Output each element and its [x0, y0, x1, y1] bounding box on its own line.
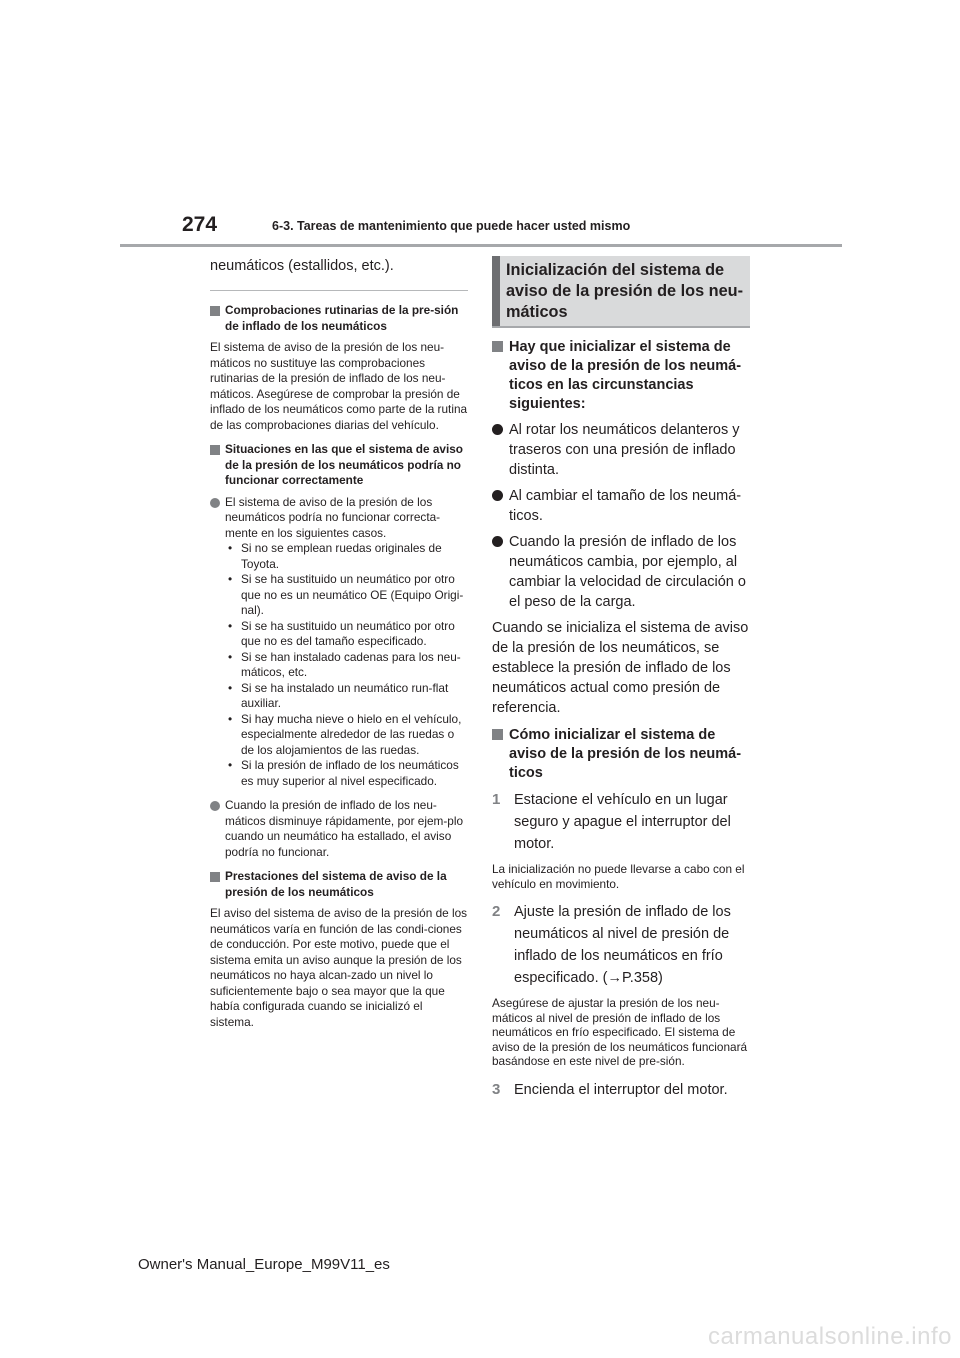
list-item: Cuando la presión de inflado de los neumáticos cambia, por ejemplo, al cambiar la velocidad de circulación o el peso de la carga.: [492, 532, 750, 612]
circle-bullet-icon: [210, 801, 220, 811]
page-number: 274: [182, 213, 218, 236]
square-bullet-icon: [210, 445, 220, 455]
step-number: 2: [492, 903, 501, 920]
situations-bullet-1: El sistema de aviso de la presión de los neumáticos podría no funcionar correcta-mente en los siguientes casos. • Si no se emplean ruedas originales de Toyota. • Si se ha sustituido un neumático por otro que no es un neumático OE (Equipo Origi-nal). • Si se ha sustituido un neumático por otro que no es del tamaño especificado. • Si se han instalado cadenas para los neu-máticos, etc. • Si se ha instalado un neumático run-flat auxiliar. • Si hay mucha nieve o hielo en el vehículo, especialmente alrededor de las ruedas o de los alojamientos de las ruedas. • Si la presión de inflado de los neumáticos es muy superior al nivel especificado.: [210, 495, 468, 790]
situations-heading: Situaciones en las que el sistema de aviso de la presión de los neumáticos podría no funcionar correctamente: [210, 442, 468, 489]
list-item: • Si se han instalado cadenas para los neu-máticos, etc.: [228, 649, 461, 679]
situations-bullet-2: Cuando la presión de inflado de los neu-máticos disminuye rápidamente, por ejem-plo cuando un neumático ha estallado, el aviso podría no funcionar.: [210, 798, 468, 860]
footer-text: Owner's Manual_Europe_M99V11_es: [138, 1256, 390, 1273]
step-number: 3: [492, 1080, 501, 1098]
step-note: Asegúrese de ajustar la presión de los neu-máticos al nivel de presión de inflado de los neumáticos en frío especificado. El sistema de aviso de la presión de los neumáticos funcionará basándose en este nivel de pre-sión.: [492, 996, 748, 1068]
header-rule: [120, 244, 842, 247]
step-note: La inicialización no puede llevarse a cabo con el vehículo en movimiento.: [492, 862, 745, 891]
circle-bullet-icon: [492, 536, 503, 547]
situations-sub-list: [225, 541, 468, 789]
init-paragraph: Cuando se inicializa el sistema de aviso de la presión de los neumáticos, se establece la presión de inflado de los neumáticos actual como presión de referencia.: [492, 620, 749, 716]
routine-checks-heading: Comprobaciones rutinarias de la pre-sión de inflado de los neumáticos: [210, 303, 468, 334]
list-item: Al cambiar el tamaño de los neumá-ticos.: [492, 486, 750, 526]
square-bullet-icon: [492, 729, 503, 740]
section-header: 6-3. Tareas de mantenimiento que puede hacer usted mismo: [272, 219, 631, 233]
continuation-text: neumáticos (estallidos, etc.).: [210, 258, 394, 274]
circle-bullet-icon: [492, 424, 503, 435]
circle-bullet-icon: [492, 490, 503, 501]
list-item: Al rotar los neumáticos delanteros y traseros con una presión de inflado distinta.: [492, 420, 750, 480]
watermark: carmanualsonline.info: [708, 1323, 952, 1350]
banner-accent-bar: [492, 256, 500, 328]
must-init-heading: Hay que inicializar el sistema de aviso de la presión de los neumá-ticos en las circunstancias siguientes:: [492, 338, 750, 414]
performance-body: El aviso del sistema de aviso de la presión de los neumáticos varía en función de las condi-ciones de conducción. Por este motivo, puede que el sistema emita un aviso aunque la presión de los neumáticos no haya alcan-zado un nivel lo suficientemente bajo o sea mayor que la que había configurada cuando se inicializó el sistema.: [210, 906, 468, 1029]
list-item: • Si la presión de inflado de los neumáticos es muy superior al nivel especificado.: [228, 758, 459, 788]
performance-heading: Prestaciones del sistema de aviso de la presión de los neumáticos: [210, 869, 468, 900]
step-2: [492, 901, 750, 989]
banner-bottom-rule: [492, 326, 750, 328]
right-column: [492, 256, 750, 1108]
square-bullet-icon: [210, 306, 220, 316]
divider: [210, 290, 468, 291]
section-title-banner: [492, 256, 750, 328]
list-item: • Si no se emplean ruedas originales de Toyota.: [228, 541, 442, 571]
step-1: [492, 789, 750, 855]
step-text: Encienda el interruptor del motor.: [514, 1081, 728, 1098]
circle-bullet-icon: [210, 498, 220, 508]
how-to-init-heading: Cómo inicializar el sistema de aviso de la presión de los neumá-ticos: [492, 726, 750, 783]
section-title: Inicialización del sistema de aviso de la presión de los neu-máticos: [506, 261, 744, 321]
step-text: Estacione el vehículo en un lugar seguro y apague el interruptor del motor.: [514, 792, 731, 852]
step-number: 1: [492, 791, 501, 808]
left-column: [210, 256, 468, 1039]
list-item: • Si se ha sustituido un neumático por otro que no es del tamaño especificado.: [228, 618, 455, 648]
square-bullet-icon: [210, 872, 220, 882]
list-item: • Si se ha sustituido un neumático por otro que no es un neumático OE (Equipo Origi-nal).: [228, 572, 464, 617]
routine-checks-body: El sistema de aviso de la presión de los neu-máticos no sustituye las comprobaciones rutinarias de la presión de inflado de los neu-máticos. Asegúrese de comprobar la presión de inflado de los neumáticos como parte de la rutina de las comprobaciones diarias del vehículo.: [210, 340, 468, 432]
list-item: • Si se ha instalado un neumático run-flat auxiliar.: [228, 680, 449, 710]
step-3: [492, 1079, 750, 1101]
square-bullet-icon: [492, 341, 503, 352]
step-text: Ajuste la presión de inflado de los neumáticos al nivel de presión de inflado de los neumáticos en frío especificado. (→P.358): [514, 904, 731, 986]
list-item: • Si hay mucha nieve o hielo en el vehículo, especialmente alrededor de las ruedas o de los alojamientos de las ruedas.: [228, 711, 462, 757]
